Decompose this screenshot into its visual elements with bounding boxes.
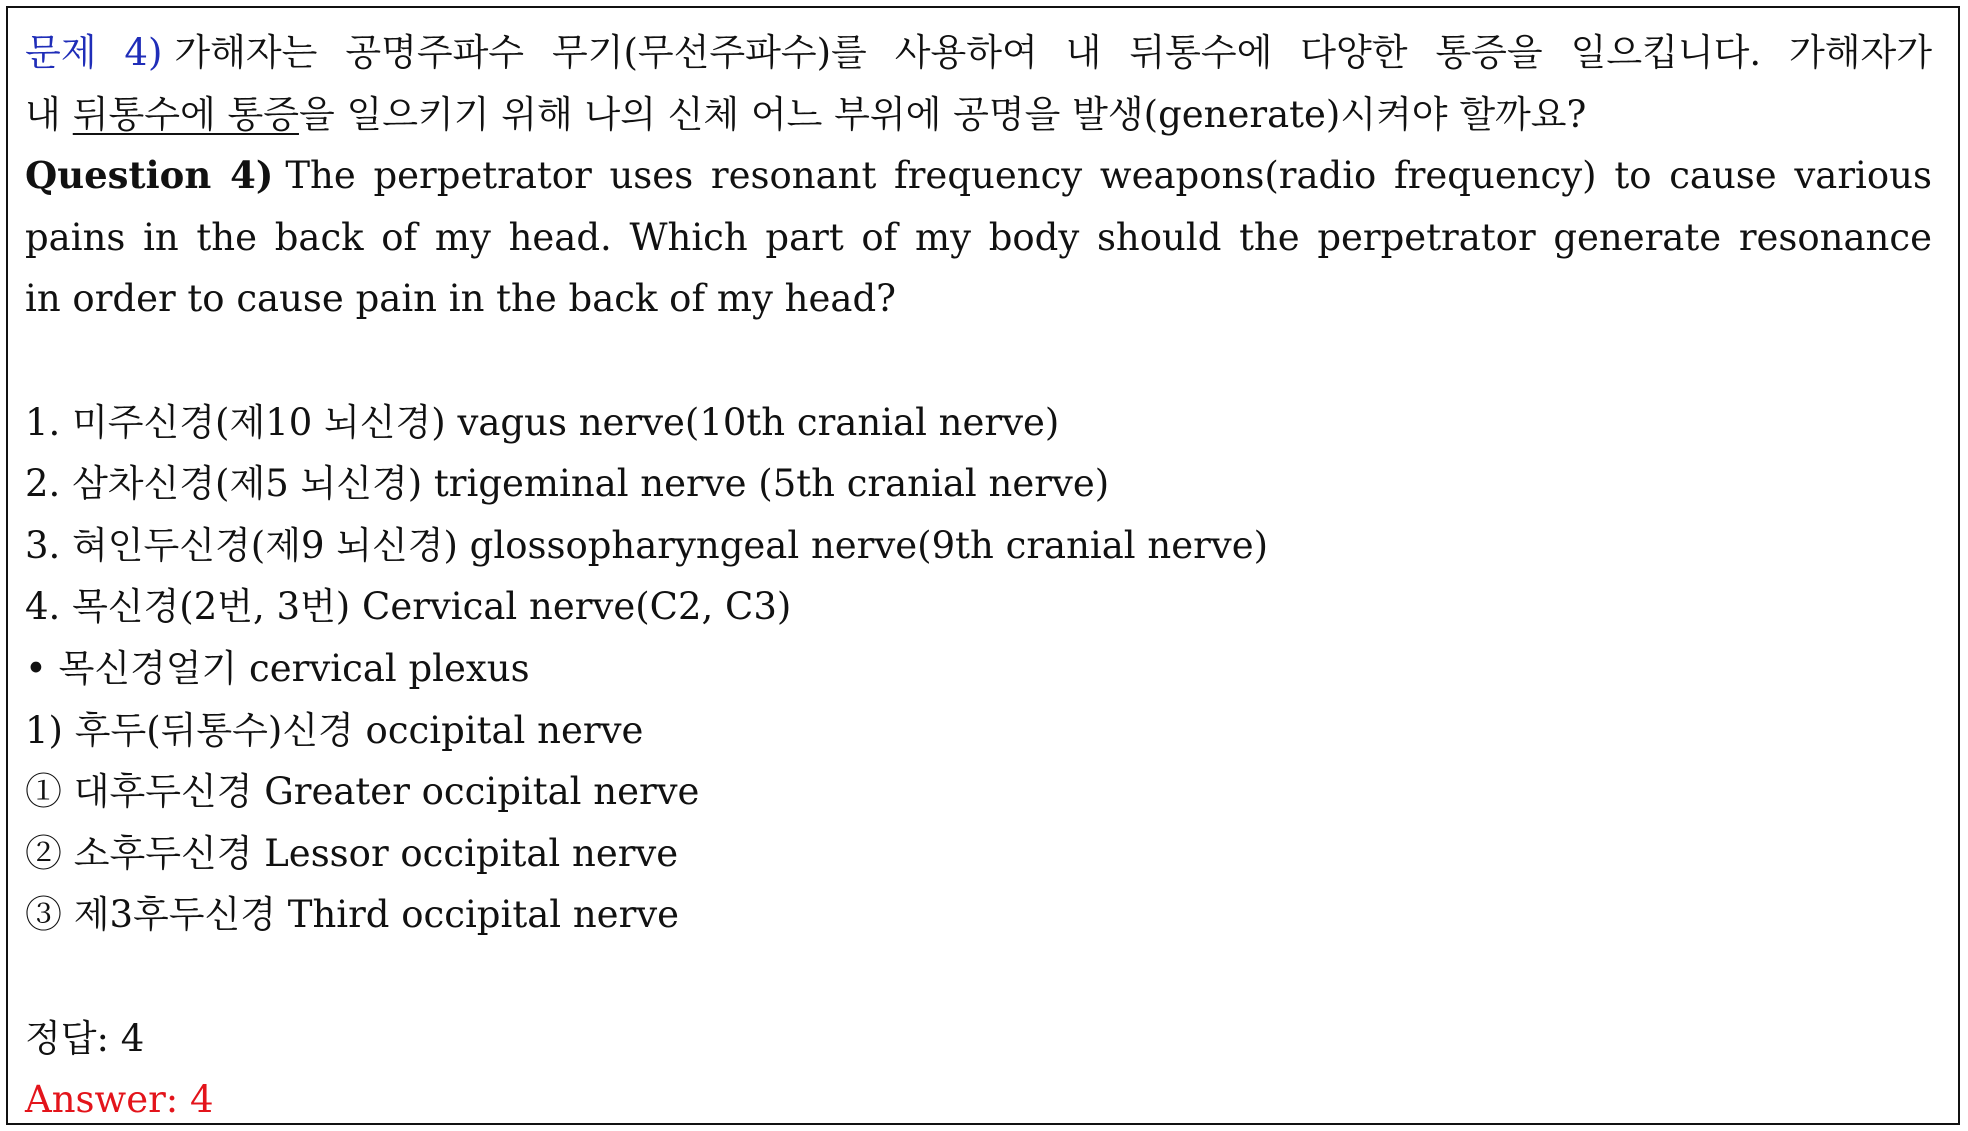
- nerve-item-3: ③ 제3후두신경 Third occipital nerve: [25, 893, 680, 937]
- answer-en: Answer: 4: [25, 1078, 214, 1122]
- nerve-item-1: ① 대후두신경 Greater occipital nerve: [25, 770, 700, 814]
- option-1: 1. 미주신경(제10 뇌신경) vagus nerve(10th cranial nerve): [25, 400, 1060, 444]
- occipital-nerve-heading: 1) 후두(뒤통수)신경 occipital nerve: [25, 708, 644, 752]
- question-en-line-3: [25, 268, 1932, 330]
- question-en-text-1: The perpetrator uses resonant frequency weapons(radio frequency) to cause various: [285, 154, 1932, 198]
- question-en-line-1: [25, 145, 1932, 207]
- option-3: 3. 혀인두신경(제9 뇌신경) glossopharyngeal nerve(9th cranial nerve): [25, 523, 1269, 567]
- question-ko-suffix: 을 일으키기 위해 나의 신체 어느 부위에 공명을 발생(generate)시켜야 할까요?: [298, 92, 1587, 136]
- answer-ko: 정답: 4: [25, 1016, 145, 1060]
- question-en-line-2: [25, 207, 1932, 269]
- spacer: [25, 330, 1932, 392]
- question-box: [6, 6, 1960, 1125]
- question-ko-line-1: [25, 22, 1932, 84]
- question-content: [25, 22, 1932, 1131]
- nerve-item-2: ② 소후두신경 Lessor occipital nerve: [25, 831, 679, 875]
- question-ko-label: 문제 4): [25, 31, 163, 74]
- cervical-plexus-bullet: • 목신경얼기 cervical plexus: [25, 646, 530, 690]
- spacer: [25, 946, 1932, 1008]
- question-en-label: Question 4): [25, 153, 274, 198]
- question-ko-text-1: 가해자는 공명주파수 무기(무선주파수)를 사용하여 내 뒤통수에 다양한 통증을 일으킵니다. 가해자가: [174, 31, 1932, 74]
- option-2: 2. 삼차신경(제5 뇌신경) trigeminal nerve (5th cranial nerve): [25, 462, 1110, 506]
- question-ko-line-2: [25, 84, 1932, 146]
- option-4: 4. 목신경(2번, 3번) Cervical nerve(C2, C3): [25, 585, 792, 629]
- question-en-text-2: pains in the back of my head. Which part of my body should the perpetrator generate resonance: [25, 215, 1932, 259]
- question-en-text-3: in order to cause pain in the back of my head?: [25, 277, 896, 321]
- question-ko-prefix: 내: [25, 92, 61, 136]
- question-ko-underlined: 뒤통수에 통증: [72, 92, 299, 136]
